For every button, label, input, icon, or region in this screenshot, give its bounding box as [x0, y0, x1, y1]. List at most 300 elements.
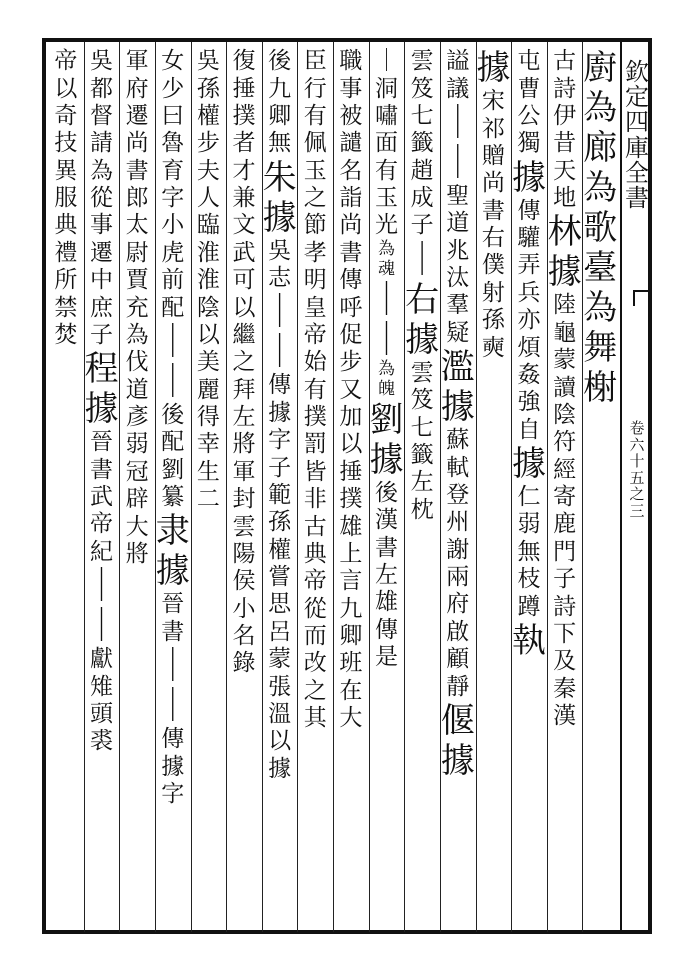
glyph: 執 [511, 620, 546, 661]
glyph: 字 [161, 185, 185, 212]
glyph: 光 [374, 212, 398, 239]
glyph: 帝 [89, 511, 113, 538]
glyph: 書 [89, 456, 113, 483]
glyph: 之 [303, 677, 327, 704]
glyph: 射 [481, 279, 505, 306]
glyph: 羣 [446, 292, 470, 319]
glyph: 晉 [161, 591, 185, 618]
glyph: 賈 [125, 267, 149, 294]
glyph: 屯 [517, 48, 541, 75]
glyph: 名 [232, 623, 256, 650]
glyph: 尚 [339, 212, 363, 239]
glyph: 以 [232, 294, 256, 321]
glyph: 人 [196, 185, 220, 212]
column-rule [511, 42, 512, 932]
glyph: 言 [339, 568, 363, 595]
glyph: 劉 [369, 399, 404, 440]
glyph: ｜ [262, 292, 297, 333]
glyph: 生 [196, 458, 220, 485]
glyph: 據 [84, 389, 119, 430]
glyph: 軍 [232, 458, 256, 485]
glyph: 據 [440, 740, 475, 781]
glyph: 玉 [303, 157, 327, 184]
glyph: 蒙 [553, 347, 577, 374]
glyph: 子 [268, 454, 292, 481]
glyph: 議 [446, 75, 470, 102]
glyph: 充 [125, 294, 149, 321]
glyph: 傳 [268, 372, 292, 399]
column-rule [226, 42, 227, 932]
glyph: 尉 [125, 239, 149, 266]
glyph: 獨 [517, 130, 541, 157]
glyph: 異 [54, 157, 78, 184]
glyph: 據 [268, 399, 292, 426]
glyph: 字 [268, 427, 292, 454]
glyph: 卿 [339, 623, 363, 650]
glyph: 據 [155, 551, 190, 592]
glyph: ｜ [84, 606, 119, 646]
glyph: 在 [339, 677, 363, 704]
glyph: 焚 [54, 321, 78, 348]
glyph: 後 [374, 479, 398, 506]
glyph: 臣 [303, 48, 327, 75]
glyph: 呼 [339, 294, 363, 321]
glyph: 奭 [481, 334, 505, 361]
column-rule [119, 42, 120, 932]
glyph: 顧 [446, 646, 470, 673]
glyph: 步 [196, 130, 220, 157]
glyph: 尚 [125, 130, 149, 157]
glyph: 事 [89, 212, 113, 239]
glyph: 州 [446, 509, 470, 536]
glyph: 漢 [374, 507, 398, 534]
column-rule [297, 42, 298, 932]
text-column [118, 48, 156, 928]
glyph: 捶 [339, 458, 363, 485]
glyph: 洞 [374, 75, 398, 102]
glyph: 其 [303, 705, 327, 732]
glyph: 紀 [89, 538, 113, 565]
glyph: 陸 [553, 292, 577, 319]
text-column [474, 48, 512, 928]
glyph: 臺 [583, 248, 618, 288]
glyph: 孫 [196, 75, 220, 102]
glyph: 成 [410, 185, 434, 212]
glyph: 及 [553, 648, 577, 675]
text-column [261, 48, 299, 928]
glyph: 典 [54, 212, 78, 239]
glyph: ｜ [440, 102, 475, 143]
glyph: 傳 [161, 726, 185, 753]
glyph: 禮 [54, 239, 78, 266]
glyph: 虎 [161, 239, 185, 266]
glyph: 範 [268, 481, 292, 508]
glyph: 公 [517, 102, 541, 129]
glyph: 郎 [125, 185, 149, 212]
glyph: 將 [125, 540, 149, 567]
glyph: 二 [196, 486, 220, 513]
glyph: 孫 [481, 307, 505, 334]
glyph: 非 [303, 486, 327, 513]
glyph: 夫 [196, 157, 220, 184]
glyph: 職 [339, 48, 363, 75]
glyph: 詩 [553, 593, 577, 620]
glyph: 道 [446, 210, 470, 237]
glyph: 節 [303, 212, 327, 239]
book-title: 欽定四庫全書 [625, 58, 649, 212]
glyph: 無 [268, 130, 292, 157]
glyph: 廊 [583, 128, 618, 168]
glyph: 而 [303, 623, 327, 650]
text-column [154, 48, 192, 928]
glyph: 陰 [553, 401, 577, 428]
glyph: 籤 [410, 441, 434, 468]
column-rule [476, 42, 477, 932]
glyph: 兵 [517, 279, 541, 306]
glyph: 門 [553, 538, 577, 565]
glyph: 祁 [481, 115, 505, 142]
column-rule [191, 42, 192, 932]
glyph: 子 [553, 566, 577, 593]
glyph: 鹿 [553, 511, 577, 538]
glyph: 隶 [155, 511, 190, 552]
column-rule [369, 42, 370, 932]
glyph: 靜 [446, 673, 470, 700]
glyph: 才 [232, 157, 256, 184]
glyph: 雲 [232, 513, 256, 540]
text-column [332, 48, 370, 928]
glyph: 聖 [446, 182, 470, 209]
glyph: 弄 [517, 252, 541, 279]
glyph: 無 [517, 538, 541, 565]
glyph: 伐 [125, 349, 149, 376]
glyph: 九 [268, 75, 292, 102]
glyph: 始 [303, 349, 327, 376]
glyph: 左 [410, 469, 434, 496]
glyph: 雄 [374, 589, 398, 616]
glyph: 古 [553, 48, 577, 75]
glyph: 姦 [517, 361, 541, 388]
glyph: 程 [84, 349, 119, 390]
glyph: 以 [196, 321, 220, 348]
glyph: 經 [553, 456, 577, 483]
glyph: 枕 [410, 496, 434, 523]
glyph: 溫 [268, 700, 292, 727]
glyph: 撲 [339, 486, 363, 513]
glyph: 吳 [196, 48, 220, 75]
glyph: 據 [547, 252, 582, 293]
glyph: 以 [54, 75, 78, 102]
glyph: 有 [303, 376, 327, 403]
glyph: 中 [89, 267, 113, 294]
text-column [296, 48, 334, 928]
glyph: 據 [511, 443, 546, 484]
glyph: 嘗 [268, 564, 292, 591]
glyph: 曹 [517, 75, 541, 102]
glyph: 奇 [54, 102, 78, 129]
column-rule [547, 42, 548, 932]
glyph: 從 [89, 185, 113, 212]
glyph: 符 [553, 429, 577, 456]
text-column [546, 48, 584, 928]
glyph: 曰 [161, 102, 185, 129]
glyph: 吳 [89, 48, 113, 75]
glyph: 譴 [339, 130, 363, 157]
glyph: 配 [161, 429, 185, 456]
fold-mark-icon [633, 290, 649, 306]
text-column [82, 48, 120, 928]
glyph: 軍 [125, 48, 149, 75]
glyph: 龜 [553, 319, 577, 346]
glyph: 偃 [440, 700, 475, 741]
glyph: 下 [553, 620, 577, 647]
glyph: 兆 [446, 237, 470, 264]
glyph: 雲 [410, 48, 434, 75]
glyph: 為 [377, 359, 395, 380]
glyph: 被 [339, 102, 363, 129]
text-column [510, 48, 548, 928]
glyph: 古 [303, 513, 327, 540]
column-rule [404, 42, 405, 932]
glyph: ｜ [369, 279, 404, 320]
glyph: 謝 [446, 536, 470, 563]
glyph: 據 [405, 319, 440, 360]
glyph: 督 [89, 102, 113, 129]
glyph: 錄 [232, 650, 256, 677]
glyph: 遷 [89, 239, 113, 266]
glyph: 讀 [553, 374, 577, 401]
glyph: 書 [481, 197, 505, 224]
glyph: 為 [583, 168, 618, 208]
glyph: 登 [446, 481, 470, 508]
glyph: 裘 [89, 728, 113, 755]
glyph: 書 [161, 618, 185, 645]
glyph: 尚 [481, 170, 505, 197]
glyph: 傳 [374, 616, 398, 643]
glyph: 陽 [232, 540, 256, 567]
glyph: ｜ [155, 686, 190, 726]
glyph: 秦 [553, 675, 577, 702]
glyph: 撲 [232, 102, 256, 129]
glyph: 笈 [410, 75, 434, 102]
glyph: 右 [481, 225, 505, 252]
glyph: 地 [553, 185, 577, 212]
glyph: 據 [440, 387, 475, 427]
glyph: 笈 [410, 387, 434, 414]
glyph: 後 [161, 401, 185, 428]
glyph: 育 [161, 157, 185, 184]
glyph: 仁 [517, 484, 541, 511]
glyph: ｜ [155, 646, 190, 686]
glyph: 名 [339, 157, 363, 184]
glyph: 詩 [553, 75, 577, 102]
glyph: 行 [303, 75, 327, 102]
glyph: 將 [232, 431, 256, 458]
glyph: 權 [268, 536, 292, 563]
glyph: 大 [339, 705, 363, 732]
glyph: 孫 [268, 509, 292, 536]
glyph: 卿 [268, 102, 292, 129]
text-column [47, 48, 85, 928]
glyph: 亦 [517, 307, 541, 334]
glyph: 冠 [125, 458, 149, 485]
glyph: 繼 [232, 321, 256, 348]
glyph: ｜ [369, 319, 404, 360]
glyph: 陰 [196, 294, 220, 321]
glyph: 府 [125, 75, 149, 102]
glyph: 道 [125, 376, 149, 403]
glyph: 彥 [125, 404, 149, 431]
glyph: 上 [339, 540, 363, 567]
glyph: 女 [161, 48, 185, 75]
column-rule [84, 42, 85, 932]
glyph: 贈 [481, 142, 505, 169]
glyph: 皆 [303, 458, 327, 485]
glyph: 明 [303, 267, 327, 294]
glyph: 子 [89, 321, 113, 348]
glyph: 玉 [374, 185, 398, 212]
column-rule [333, 42, 334, 932]
glyph: 是 [374, 644, 398, 671]
glyph: 服 [54, 185, 78, 212]
glyph: 孝 [303, 239, 327, 266]
glyph: 歌 [583, 208, 618, 248]
glyph: 九 [339, 595, 363, 622]
glyph: 雲 [410, 359, 434, 386]
glyph: 纂 [161, 484, 185, 511]
glyph: 以 [268, 728, 292, 755]
volume-label: 卷六十五之三 [629, 419, 645, 520]
glyph: 之 [303, 185, 327, 212]
text-column [367, 48, 405, 928]
glyph: 都 [89, 75, 113, 102]
glyph: 皇 [303, 294, 327, 321]
glyph: ｜ [405, 239, 440, 280]
glyph: 思 [268, 591, 292, 618]
glyph: 獻 [89, 646, 113, 673]
glyph: 者 [232, 130, 256, 157]
glyph: ｜ [440, 142, 475, 183]
glyph: 促 [339, 321, 363, 348]
glyph: 面 [374, 130, 398, 157]
glyph: ｜ [155, 361, 190, 402]
glyph: 魂 [377, 259, 395, 280]
glyph: 從 [303, 595, 327, 622]
glyph: 復 [232, 48, 256, 75]
glyph: 字 [161, 780, 185, 807]
glyph: 傳 [517, 197, 541, 224]
glyph: 班 [339, 650, 363, 677]
glyph: 汰 [446, 265, 470, 292]
glyph: 幸 [196, 431, 220, 458]
glyph: 枝 [517, 566, 541, 593]
column-rule [155, 42, 156, 932]
glyph: 據 [511, 157, 546, 198]
glyph: 技 [54, 130, 78, 157]
glyph: 魯 [161, 130, 185, 157]
glyph: 臨 [196, 212, 220, 239]
glyph: 謚 [446, 48, 470, 75]
glyph: 據 [268, 755, 292, 782]
glyph: 左 [232, 404, 256, 431]
glyph: 自 [517, 416, 541, 443]
glyph: 武 [89, 484, 113, 511]
glyph: 麗 [196, 376, 220, 403]
glyph: 頭 [89, 700, 113, 727]
glyph: 舞 [583, 328, 618, 368]
glyph: 驩 [517, 225, 541, 252]
glyph: 加 [339, 404, 363, 431]
glyph: 事 [339, 75, 363, 102]
glyph: 子 [410, 212, 434, 239]
glyph: 七 [410, 414, 434, 441]
glyph: 詣 [339, 185, 363, 212]
glyph: 疑 [446, 319, 470, 346]
glyph: 封 [232, 486, 256, 513]
glyph: 步 [339, 349, 363, 376]
glyph: 蘇 [446, 427, 470, 454]
glyph: 弱 [517, 511, 541, 538]
glyph: 可 [232, 267, 256, 294]
glyph: 兩 [446, 564, 470, 591]
glyph: ｜ [262, 332, 297, 373]
glyph: 蒙 [268, 646, 292, 673]
glyph: 林 [547, 212, 582, 253]
glyph: 據 [476, 48, 511, 88]
glyph: 雉 [89, 673, 113, 700]
glyph: 少 [161, 75, 185, 102]
glyph: 小 [232, 595, 256, 622]
glyph: 伊 [553, 102, 577, 129]
glyph: ｜ [84, 566, 119, 606]
glyph: 劉 [161, 456, 185, 483]
glyph: 小 [161, 212, 185, 239]
glyph: 權 [196, 102, 220, 129]
glyph: 煩 [517, 334, 541, 361]
glyph: 僕 [481, 252, 505, 279]
glyph: 禁 [54, 294, 78, 321]
glyph: 張 [268, 673, 292, 700]
glyph: 左 [374, 561, 398, 588]
glyph: 撲 [303, 404, 327, 431]
glyph: 侯 [232, 568, 256, 595]
glyph: 趙 [410, 157, 434, 184]
glyph: 啟 [446, 618, 470, 645]
glyph: 請 [89, 130, 113, 157]
glyph: 為 [583, 288, 618, 328]
glyph: 為 [583, 88, 618, 128]
glyph: 嘯 [374, 102, 398, 129]
glyph: 為 [377, 239, 395, 260]
text-column [189, 48, 227, 928]
glyph: 右 [405, 279, 440, 320]
text-column [225, 48, 263, 928]
glyph: 朱 [262, 157, 297, 198]
glyph: 文 [232, 212, 256, 239]
glyph: 前 [161, 267, 185, 294]
glyph: 改 [303, 650, 327, 677]
glyph: 拜 [232, 376, 256, 403]
glyph: 晉 [89, 429, 113, 456]
glyph: 罰 [303, 431, 327, 458]
glyph: 濫 [440, 347, 475, 387]
glyph: 榭 [583, 368, 618, 408]
glyph: 辟 [125, 486, 149, 513]
glyph: 傳 [339, 267, 363, 294]
glyph: 寄 [553, 484, 577, 511]
glyph: 書 [339, 239, 363, 266]
glyph: ｜ [155, 321, 190, 362]
